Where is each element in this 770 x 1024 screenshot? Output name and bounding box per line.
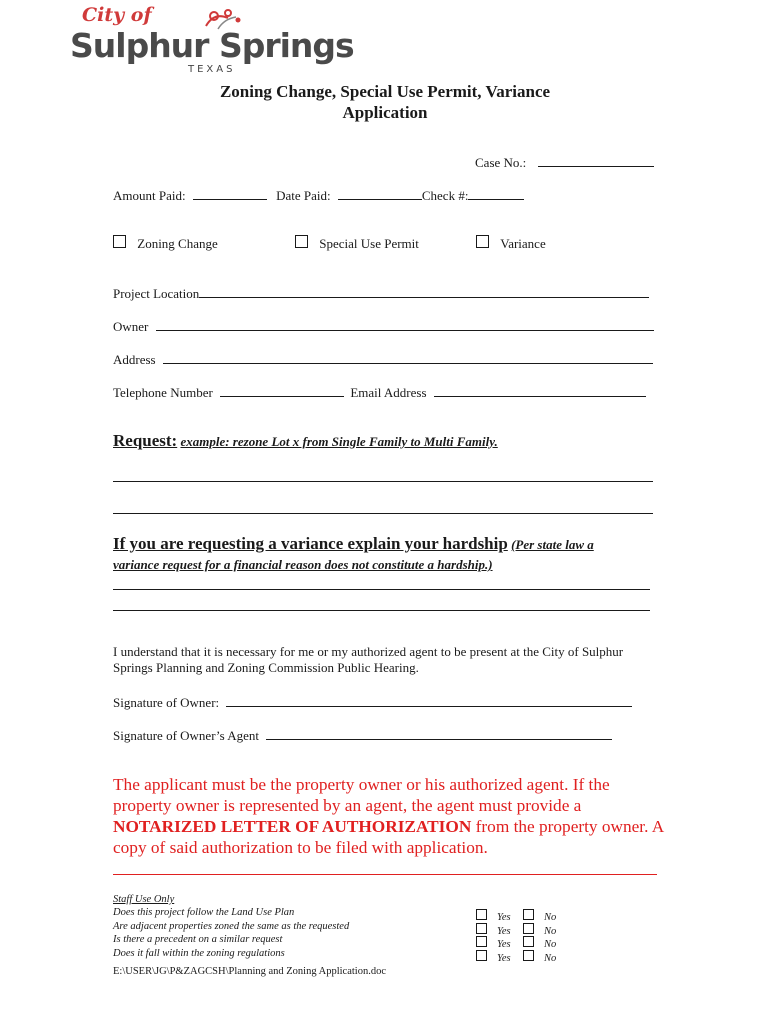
staff-use-heading: Staff Use Only — [113, 894, 175, 905]
owner-row — [113, 317, 654, 335]
address-label: Address — [113, 352, 156, 367]
staff-answer-row — [476, 948, 556, 962]
variance-label: Variance — [500, 236, 546, 251]
agent-signature-field[interactable] — [266, 726, 612, 740]
case-no-label: Case No.: — [475, 155, 527, 170]
yes-label: Yes — [497, 939, 511, 950]
date-paid-label: Date Paid: — [276, 188, 331, 203]
variance-checkbox[interactable] — [476, 235, 489, 248]
no-label: No — [544, 952, 557, 964]
email-label: Email Address — [350, 385, 427, 400]
special-use-permit-checkbox[interactable] — [295, 235, 308, 248]
address-row — [113, 350, 653, 368]
hardship-line-2[interactable] — [113, 610, 650, 611]
file-path-footer: E:\USER\JG\P&ZAGCSH\Planning and Zoning Application.doc — [113, 966, 386, 977]
owner-signature-row — [113, 693, 632, 711]
staff-answer-row — [476, 921, 556, 935]
authorization-notice — [113, 774, 668, 858]
logo-city-name: Sulphur Springs — [70, 26, 354, 65]
title-line-2: Application — [342, 103, 428, 122]
agent-signature-row — [113, 726, 612, 744]
yes-checkbox[interactable] — [476, 936, 487, 947]
project-location-row — [113, 284, 649, 302]
special-use-permit-label: Special Use Permit — [319, 236, 419, 251]
variance-note-row — [113, 557, 493, 573]
staff-question-2: Are adjacent properties zoned the same as the requested — [113, 920, 350, 932]
case-no-field[interactable] — [538, 153, 654, 167]
request-label: Request: — [113, 431, 178, 450]
telephone-label: Telephone Number — [113, 385, 213, 400]
logo-city-of: City of — [82, 4, 152, 26]
request-example: example: rezone Lot x from Single Family to Multi Family. — [180, 434, 498, 449]
no-label: No — [544, 912, 557, 923]
variance-note-2: variance request for a financial reason does not constitute a hardship.) — [113, 557, 493, 572]
yes-checkbox[interactable] — [476, 950, 487, 961]
yes-checkbox[interactable] — [476, 923, 487, 934]
notice-divider — [113, 874, 657, 875]
address-field[interactable] — [163, 350, 653, 364]
case-no-row — [475, 153, 654, 171]
yes-checkbox[interactable] — [476, 909, 487, 920]
owner-signature-field[interactable] — [226, 693, 632, 707]
agent-signature-label: Signature of Owner’s Agent — [113, 728, 259, 743]
request-line-2[interactable] — [113, 513, 653, 514]
owner-signature-label: Signature of Owner: — [113, 695, 220, 710]
title-line-1: Zoning Change, Special Use Permit, Variance — [219, 82, 551, 101]
no-checkbox[interactable] — [523, 950, 534, 961]
owner-field[interactable] — [156, 317, 654, 331]
check-no-field[interactable] — [468, 186, 524, 200]
type-option-variance[interactable] — [476, 235, 546, 252]
amount-paid-field[interactable] — [193, 186, 267, 200]
staff-answer-row — [476, 907, 556, 921]
type-option-sup[interactable] — [295, 235, 419, 252]
request-line-1[interactable] — [113, 481, 653, 482]
no-label: No — [544, 939, 557, 950]
staff-answers — [476, 907, 557, 964]
zoning-change-checkbox[interactable] — [113, 235, 126, 248]
contact-row — [113, 383, 646, 401]
hardship-line-1[interactable] — [113, 589, 650, 590]
date-paid-field[interactable] — [338, 186, 422, 200]
no-checkbox[interactable] — [523, 923, 534, 934]
acknowledgement-text — [113, 644, 623, 676]
yes-label: Yes — [497, 925, 511, 937]
type-option-zoning[interactable] — [113, 235, 218, 252]
yes-label: Yes — [497, 952, 511, 964]
request-heading — [113, 431, 498, 451]
notice-text-2: from the property owner. A copy of said authorization to be filed with application. — [113, 817, 664, 857]
staff-question-1: Does this project follow the Land Use Plan — [113, 907, 295, 918]
variance-heading-text: If you are requesting a variance explain your hardship — [113, 534, 508, 553]
payment-row — [113, 186, 524, 204]
variance-heading — [113, 534, 594, 554]
project-location-label: Project Location — [113, 286, 200, 301]
staff-answer-row — [476, 934, 556, 948]
notice-text-1: The applicant must be the property owner or his authorized agent. If the property owner is represented by an agent, the agent must provide a — [113, 775, 610, 815]
variance-note-1: (Per state law a — [511, 537, 594, 552]
yes-label: Yes — [497, 912, 511, 923]
telephone-field[interactable] — [220, 383, 344, 397]
staff-questions — [113, 906, 473, 960]
check-no-label: Check #: — [421, 188, 469, 203]
acknowledgement-line-2: Springs Planning and Zoning Commission Public Hearing. — [113, 660, 419, 675]
email-field[interactable] — [434, 383, 646, 397]
no-checkbox[interactable] — [523, 909, 534, 920]
acknowledgement-line-1: I understand that it is necessary for me or my authorized agent to be present at the City of Sulphur — [113, 644, 624, 659]
no-label: No — [544, 925, 557, 937]
logo-state: TEXAS — [188, 64, 236, 75]
project-location-field[interactable] — [199, 284, 649, 298]
owner-label: Owner — [113, 319, 149, 334]
no-checkbox[interactable] — [523, 936, 534, 947]
amount-paid-label: Amount Paid: — [113, 188, 186, 203]
zoning-change-label: Zoning Change — [137, 236, 218, 251]
notice-notarized-letter: NOTARIZED LETTER OF AUTHORIZATION — [113, 817, 472, 836]
staff-question-4: Does it fall within the zoning regulations — [113, 947, 285, 959]
staff-question-3: Is there a precedent on a similar request — [113, 934, 283, 945]
form-title — [0, 81, 770, 123]
